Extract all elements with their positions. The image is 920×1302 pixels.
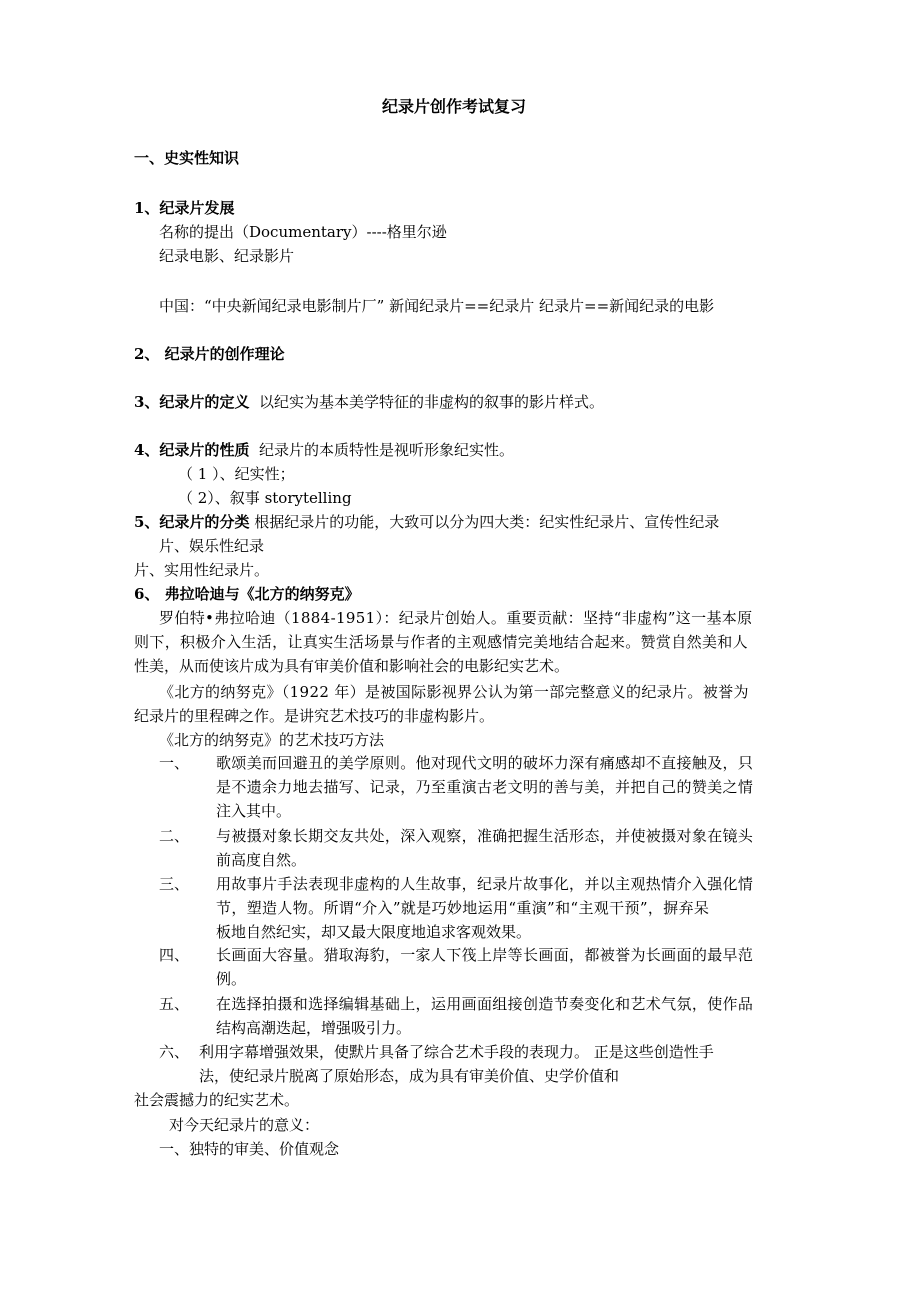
method-4-number: 四、 (159, 946, 190, 964)
heading-classification: 5、纪录片的分类 (134, 513, 250, 531)
text-flaherty-3: 性美，从而使该片成为具有审美价值和影响社会的电影纪实艺术。 (134, 657, 570, 675)
page-title: 纪录片创作考试复习 (382, 97, 527, 116)
method-2-line-1: 与被摄对象长期交友共处，深入观察，准确把握生活形态，并使被摄对象在镜头 (216, 827, 754, 845)
method-6-line-1: 利用字幕增强效果，使默片具备了综合艺术手段的表现力。 正是这些创造性手 (199, 1043, 714, 1061)
method-4-line-1: 长画面大容量。猎取海豹，一家人下筏上岸等长画面，都被誉为长画面的最早范 (216, 946, 754, 964)
text-nature-sub2: （ 2）、叙事 storytelling (178, 489, 352, 507)
method-2-line-2: 前高度自然。 (216, 851, 307, 869)
method-6-line-2: 法，使纪录片脱离了原始形态，成为具有审美价值、史学价值和 (199, 1067, 620, 1085)
text-nature: 纪录片的本质特性是视听形象纪实性。 (259, 441, 515, 459)
text-china-studio: 中国：“中央新闻纪录电影制片厂” 新闻纪录片==纪录片 纪录片==新闻纪录的电影 (159, 297, 715, 315)
text-flaherty-1: 罗伯特•弗拉哈迪（1884-1951）：纪录片创始人。重要贡献：坚持“非虚构”这一基本原 (159, 609, 753, 627)
heading-documentary-development: 1、纪录片发展 (134, 199, 235, 217)
method-5-number: 五、 (159, 995, 190, 1013)
heading-definition: 3、纪录片的定义 (134, 393, 250, 411)
heading-nature: 4、纪录片的性质 (134, 441, 250, 459)
heading-flaherty: 6、 弗拉哈迪与《北方的纳努克》 (134, 585, 360, 603)
text-documentary-film: 纪录电影、纪录影片 (159, 247, 295, 265)
method-1-line-1: 歌颂美而回避丑的美学原则。他对现代文明的破坏力深有痛感却不直接触及，只 (216, 754, 754, 772)
significance-item-1: 一、独特的审美、价值观念 (159, 1140, 340, 1158)
method-1-line-3: 注入其中。 (216, 802, 292, 820)
method-6-line-3: 社会震撼力的纪实艺术。 (134, 1091, 300, 1109)
text-nanook-2: 纪录片的里程碑之作。是讲究艺术技巧的非虚构影片。 (134, 707, 495, 725)
method-4-line-2: 例。 (216, 970, 247, 988)
method-5-line-2: 结构高潮迭起，增强吸引力。 (216, 1019, 412, 1037)
method-1-number: 一、 (159, 754, 190, 772)
text-classification-3: 片、实用性纪录片。 (134, 561, 270, 579)
method-6-number: 六、 (159, 1043, 190, 1061)
method-2-number: 二、 (159, 827, 190, 845)
method-3-line-3: 板地自然纪实，却又最大限度地追求客观效果。 (216, 923, 532, 941)
nature-line (134, 440, 514, 460)
text-nanook-1: 《北方的纳努克》（1922 年）是被国际影视界公认为第一部完整意义的纪录片。被誉为 (159, 683, 749, 701)
text-classification: 根据纪录片的功能，大致可以分为四大类：纪实性纪录片、宣传性纪录 (254, 513, 720, 531)
text-name-origin: 名称的提出（Documentary）----格里尔逊 (159, 223, 447, 241)
text-classification-2: 片、娱乐性纪录 (159, 537, 265, 555)
heading-creation-theory: 2、 纪录片的创作理论 (134, 345, 285, 363)
classification-line (134, 512, 719, 532)
text-nature-sub1: （ 1 ）、纪实性； (178, 465, 295, 483)
method-5-line-1: 在选择拍摄和选择编辑基础上，运用画面组接创造节奏变化和艺术气氛，使作品 (216, 995, 754, 1013)
section-heading-history: 一、史实性知识 (134, 149, 240, 167)
method-3-line-1: 用故事片手法表现非虚构的人生故事，纪录片故事化，并以主观热情介入强化情 (216, 875, 754, 893)
significance-title: 对今天纪录片的意义： (169, 1116, 320, 1134)
definition-line (134, 392, 604, 412)
text-definition: 以纪实为基本美学特征的非虚构的叙事的影片样式。 (259, 393, 605, 411)
method-3-number: 三、 (159, 875, 190, 893)
text-flaherty-2: 则下，积极介入生活，让真实生活场景与作者的主观感情完美地结合起来。赞赏自然美和人 (134, 633, 749, 651)
methods-title: 《北方的纳努克》的艺术技巧方法 (159, 731, 385, 749)
method-1-line-2: 是不遗余力地去描写、记录，乃至重演古老文明的善与美，并把自己的赞美之情 (216, 778, 754, 796)
method-3-line-2: 节，塑造人物。所谓“介入”就是巧妙地运用“重演”和“主观干预”，摒弃呆 (216, 899, 710, 917)
